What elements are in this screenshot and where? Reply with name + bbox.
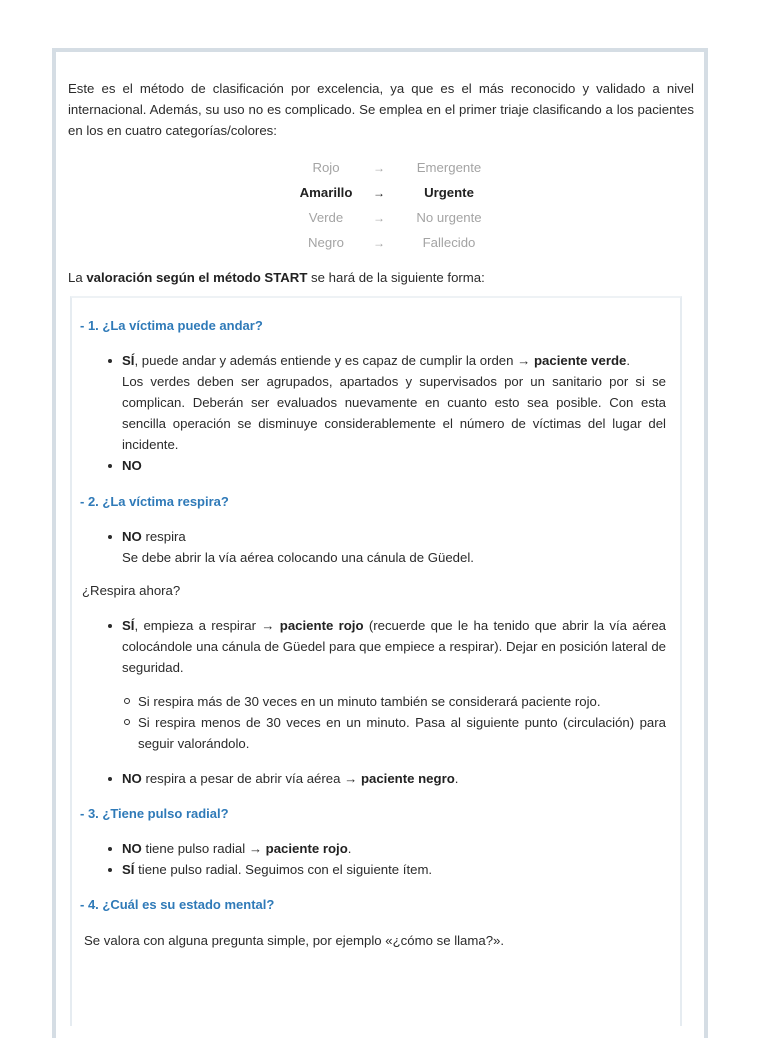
triage-row-verde	[296, 205, 496, 230]
respira-ahora-question: ¿Respira ahora?	[82, 583, 181, 598]
list-item	[122, 350, 666, 455]
result-label: paciente rojo	[279, 618, 364, 633]
triage-color: Verde	[308, 210, 344, 225]
triage-row-rojo	[296, 155, 496, 180]
list-item: Si respira menos de 30 veces en un minuto. Pasa al siguiente punto (circulación) para seguir valorándolo.	[138, 712, 666, 754]
start-steps-box	[70, 296, 682, 1026]
answer-text: tiene pulso radial. Seguimos con el siguiente ítem.	[134, 862, 433, 877]
list-item	[122, 838, 666, 859]
arrow: →	[373, 235, 385, 250]
answer-label: NO	[122, 841, 142, 856]
step-3-list	[80, 838, 666, 880]
answer-label: SÍ	[122, 862, 135, 877]
answer-text: respira	[141, 529, 186, 544]
triage-color: Rojo	[312, 160, 340, 175]
list-item	[122, 455, 666, 476]
answer-detail: Se debe abrir la vía aérea colocando una cánula de Güedel.	[122, 550, 474, 565]
answer-text: respira a pesar de abrir vía aérea →	[141, 771, 361, 786]
step-3-heading: - 3. ¿Tiene pulso radial?	[80, 806, 229, 821]
answer-text: , puede andar y además entiende y es capaz de cumplir la orden →	[134, 353, 534, 368]
step-2-followup-list	[80, 615, 666, 789]
triage-colors-table	[296, 155, 496, 255]
intro-paragraph: Este es el método de clasificación por excelencia, ya que es el más reconocido y validado a nivel internacional. Además, su uso no es complicado. Se emplea en el primer triaje clasificando a los pacientes en los en cuatro categorías/colores:	[68, 81, 694, 138]
triage-row-negro	[296, 230, 496, 255]
answer-text: tiene pulso radial →	[141, 841, 266, 856]
result-label: paciente negro	[360, 771, 455, 786]
step-4-text: Se valora con alguna pregunta simple, por ejemplo «¿cómo se llama?».	[84, 933, 505, 948]
result-label: paciente verde	[534, 353, 627, 368]
list-item	[122, 768, 666, 789]
lead-text: se hará de la siguiente forma:	[307, 270, 485, 285]
answer-text: .	[454, 771, 459, 786]
lead-bold: valoración según el método START	[86, 270, 308, 285]
step-4-heading: - 4. ¿Cuál es su estado mental?	[80, 897, 275, 912]
arrow: →	[373, 210, 385, 225]
answer-text: (recuerde que le ha tenido que abrir la vía aérea colocándole una cánula de Güedel para que empiece a respirar). Dejar en posición lateral de seguridad.	[122, 618, 666, 675]
answer-detail: Los verdes deben ser agrupados, apartados y supervisados por un sanitario por si se complican. Deberán ser evaluados nuevamente en cuanto esto sea posible. Con esta sencilla operación se disminuye considerablemente el número de víctimas del lugar del incidente.	[122, 374, 666, 452]
triage-meaning: No urgente	[416, 210, 482, 225]
start-method-lead	[68, 267, 694, 288]
answer-text: .	[626, 353, 631, 368]
triage-color: Amarillo	[299, 185, 353, 200]
list-item	[122, 526, 666, 568]
lead-text: La	[68, 270, 87, 285]
article-frame	[52, 48, 708, 1038]
triage-meaning: Emergente	[416, 160, 482, 175]
triage-meaning: Urgente	[424, 185, 474, 200]
triage-row-amarillo	[296, 180, 496, 205]
answer-label: SÍ	[122, 353, 135, 368]
list-item	[122, 859, 666, 880]
step-2-sublist	[80, 691, 666, 754]
step-1-heading: - 1. ¿La víctima puede andar?	[80, 318, 263, 333]
triage-color: Negro	[308, 235, 344, 250]
answer-label: NO	[122, 458, 142, 473]
answer-label: NO	[122, 529, 142, 544]
answer-label: SÍ	[122, 618, 135, 633]
step-2-list	[80, 526, 666, 568]
arrow: →	[373, 160, 385, 175]
arrow: →	[373, 185, 385, 200]
answer-text: , empieza a respirar →	[134, 618, 280, 633]
step-2-heading: - 2. ¿La víctima respira?	[80, 494, 229, 509]
article-content	[68, 78, 694, 288]
list-item	[122, 615, 666, 754]
answer-text: .	[347, 841, 352, 856]
triage-meaning: Fallecido	[422, 235, 476, 250]
result-label: paciente rojo	[265, 841, 348, 856]
list-item: Si respira más de 30 veces en un minuto también se considerará paciente rojo.	[138, 691, 666, 712]
step-1-list	[80, 350, 666, 476]
answer-label: NO	[122, 771, 142, 786]
